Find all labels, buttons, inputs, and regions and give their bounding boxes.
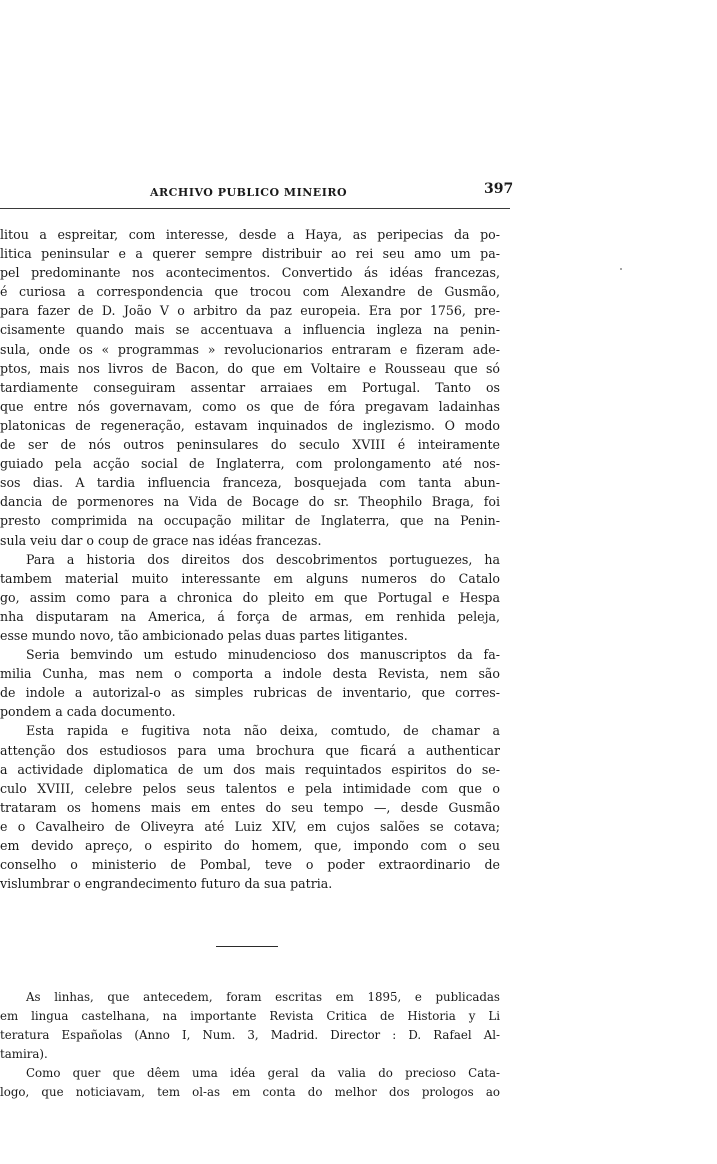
text-line: sula veiu dar o coup de grace nas idéas francezas. [0,532,322,548]
paragraph-start-line: Esta rapida e fugitiva nota não deixa, comtudo, de chamar a [26,723,500,739]
text-line: pel predominante nos acontecimentos. Convertido ás idéas francezas, [0,265,500,281]
running-title: ARCHIVO PUBLICO MINEIRO [150,186,348,199]
closing-note [0,988,500,1103]
text-line: é curiosa a correspondencia que trocou com Alexandre de Gusmão, [0,284,500,300]
text-line: tardiamente conseguiram assentar arraiaes em Portugal. Tanto os [0,379,500,395]
header-rule [0,208,510,209]
text-line: para fazer de D. João V o arbitro da paz europeia. Era por 1756, pre- [0,303,500,319]
text-line: litica peninsular e a querer sempre distribuir ao rei seu amo um pa- [0,246,500,262]
ink-speck [620,268,622,270]
text-line: milia Cunha, mas nem o comporta a indole desta Revista, nem são [0,666,500,682]
body-text [0,225,500,893]
paragraph-start-line: Para a historia dos direitos dos descobrimentos portuguezes, ha [26,551,500,567]
text-line: dancia de pormenores na Vida de Bocage do sr. Theophilo Braga, foi [0,494,500,510]
text-line: tambem material muito interessante em alguns numeros do Catalo [0,570,500,586]
text-line: sula, onde os « programmas » revolucionarios entraram e fizeram ade- [0,341,500,357]
text-line: nha disputaram na America, á força de armas, em renhida peleja, [0,608,500,624]
text-line: litou a espreitar, com interesse, desde a Haya, as peripecias da po- [0,227,500,242]
text-line: de indole a autorizal-o as simples rubricas de inventario, que corres- [0,685,500,701]
text-line: esse mundo novo, tão ambicionado pelas duas partes litigantes. [0,627,408,643]
paragraph-start-line: As linhas, que antecedem, foram escritas em 1895, e publicadas [26,990,500,1004]
paragraph-start-line: Como quer que dêem uma idéa geral da valia do precioso Cata- [26,1066,500,1081]
text-line: em lingua castelhana, na importante Revista Critica de Historia y Li [0,1009,500,1024]
text-line: teratura Españolas (Anno I, Num. 3, Madrid. Director : D. Rafael Al- [0,1028,500,1043]
text-line: tamira). [0,1047,48,1062]
text-line: ptos, mais nos livros de Bacon, do que em Voltaire e Rousseau que só [0,360,500,376]
text-line: em devido apreço, o espirito do homem, que, impondo com o seu [0,838,500,853]
text-line: logo, que noticiavam, tem ol-as em conta do melhor dos prologos ao [0,1085,500,1100]
text-line: sos dias. A tardia influencia franceza, bosquejada com tanta abun- [0,475,500,491]
text-line: a actividade diplomatica de um dos mais requintados espiritos do se- [0,761,500,777]
text-line: de ser de nós outros peninsulares do seculo XVIII é inteiramente [0,437,500,453]
text-line: culo XVIII, celebre pelos seus talentos e pela intimidade com que o [0,780,500,796]
text-line: conselho o ministerio de Pombal, teve o poder extraordinario de [0,857,500,873]
text-line: platonicas de regeneração, estavam inquinados de inglezismo. O modo [0,417,500,433]
page-number: 397 [484,181,514,197]
text-line: vislumbrar o engrandecimento futuro da sua patria. [0,876,333,892]
section-divider [216,946,278,947]
text-line: que entre nós governavam, como os que de fóra pregavam ladainhas [0,398,500,414]
text-line: trataram os homens mais em entes do seu tempo —, desde Gusmão [0,799,500,815]
text-line: pondem a cada documento. [0,704,176,720]
paragraph-start-line: Seria bemvindo um estudo minudencioso dos manuscriptos da fa- [26,647,500,663]
text-line: attenção dos estudiosos para uma brochura que ficará a authenticar [0,742,500,758]
text-line: guiado pela acção social de Inglaterra, com prolongamento até nos- [0,456,500,472]
text-line: go, assim como para a chronica do pleito em que Portugal e Hespa [0,589,500,605]
text-line: presto comprimida na occupação militar de Inglaterra, que na Penin- [0,513,500,529]
text-line: e o Cavalheiro de Oliveyra até Luiz XIV, em cujos salões se cotava; [0,818,500,834]
text-line: cisamente quando mais se accentuava a influencia ingleza na penin- [0,322,500,338]
